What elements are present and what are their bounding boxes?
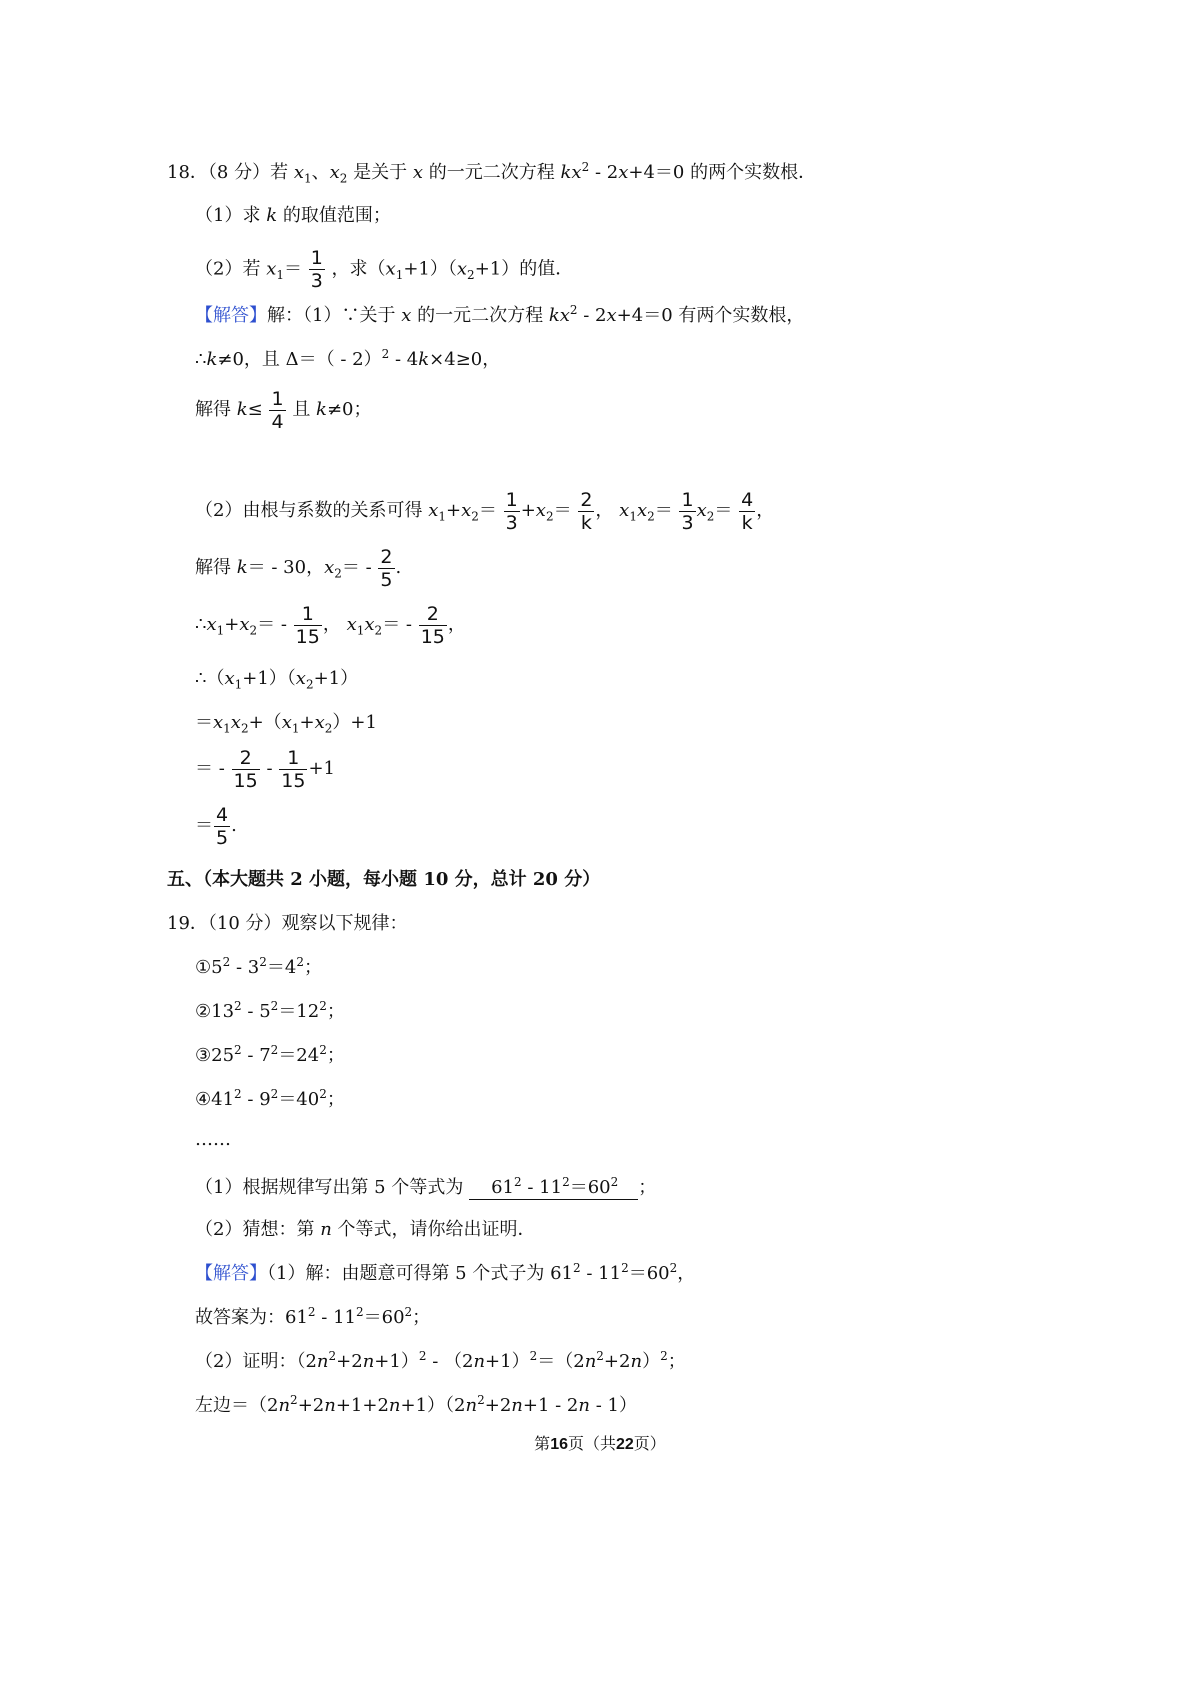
q18-stem: 18．（8 分）若 $x_1$、$x_2$ 是关于 x 的一元二次方程 $kx^2 - 2x+4=0$ 的两个实数根． <box>167 160 817 186</box>
answer-tag: 【解答】 <box>195 1263 267 1284</box>
fraction-2-5: $\frac{2}{5}$ <box>380 545 393 591</box>
q19-part2: （2）猜想：第 n 个等式，请你给出证明． <box>195 1219 536 1240</box>
fraction-1-3: $\frac{1}{3}$ <box>505 488 518 534</box>
fraction-1-15: $\frac{1}{15}$ <box>281 746 306 792</box>
sol18-line1: 【解答】解：（1）∵关于 x 的一元二次方程 $kx^2 - 2x+4=0$ 有两个实数根， <box>195 303 805 326</box>
sol19-line1: 【解答】（1）解：由题意可得第 5 个式子为 $61^2 - 11^2=60^2$， <box>195 1261 696 1284</box>
sol18-line5: 解得 k＝ - 30，$x_2=$ - $\frac{2}{5}$ . <box>195 545 402 591</box>
page-total: 22 <box>616 1436 634 1453</box>
q19-rule-3: $③25^2 - 7^2=24^2$； <box>195 1043 345 1066</box>
sol19-line4: 左边$=(2n^2+2n+1+2n+1)(2n^2+2n+1 - 2n - 1)$ <box>195 1393 637 1416</box>
sol18-line9: ＝ - $\frac{2}{15}$ - $\frac{1}{15}$ +1 <box>195 746 335 792</box>
fraction-1-4: $\frac{1}{4}$ <box>271 387 284 433</box>
q19-rule-2: $②13^2 - 5^2=12^2$； <box>195 999 345 1022</box>
sol19-line3: （2）证明：$(2n^2+2n+1)^2 - (2n+1)^2=(2n^2+2n)^2$； <box>195 1349 686 1372</box>
section-heading: 五、（本大题共 2 小题，每小题 10 分，总计 20 分） <box>167 869 601 890</box>
sol18-line3: 解得 k≤ $\frac{1}{4}$ 且 k≠0； <box>195 387 372 433</box>
sol18-line7: $\therefore(x_1+1)(x_2+1)$ <box>195 668 359 692</box>
q18-part2: （2）若 $x_1=$ $\frac{1}{3}$ ，求$(x_1+1)(x_2+1)$的值． <box>195 247 574 292</box>
q19-rule-1: $①5^2 - 3^2=4^2$； <box>195 955 322 978</box>
answer-blank: $61^2 - 11^2=60^2$ <box>469 1177 638 1200</box>
sol18-line2: ∴k≠0，且 Δ＝（ - 2）$^2$ - 4k×4≥0， <box>195 347 501 370</box>
fraction-2-15: $\frac{2}{15}$ <box>233 746 258 792</box>
fraction-4-5: $\frac{4}{5}$ <box>216 803 229 849</box>
sol19-line2: 故答案为：$61^2 - 11^2=60^2$； <box>195 1305 431 1328</box>
fraction-2-15: $\frac{2}{15}$ <box>420 602 445 648</box>
q18-part1: （1）求 k 的取值范围； <box>195 205 391 226</box>
q19-part1: （1）根据规律写出第 5 个等式为 $61^2 - 11^2=60^2$ ； <box>195 1175 657 1198</box>
fraction-2-k: $\frac{2}{k}$ <box>580 488 593 534</box>
sol18-line6: $\therefore x_1+x_2=$ - $\frac{1}{15}$ ， $x_1x_2=$ - $\frac{2}{15}$ ， <box>195 602 466 648</box>
fraction-1-15: $\frac{1}{15}$ <box>295 602 320 648</box>
page-footer: 第16页（共22页） <box>534 1436 666 1453</box>
answer-tag: 【解答】 <box>195 305 267 326</box>
sol18-line4: （2）由根与系数的关系可得 $x_1+x_2=$ $\frac{1}{3}$ $+x_2=$ $\frac{2}{k}$ ， $x_1x_2=$ $\frac{1}{3}$ $x_2=$ $\frac{4}{k}$ ， <box>195 488 775 534</box>
q19-rule-4: $④41^2 - 9^2=40^2$； <box>195 1087 345 1110</box>
sol18-line8: $=x_1x_2+(x_1+x_2)+1$ <box>195 712 377 736</box>
fraction-4-k: $\frac{4}{k}$ <box>741 488 754 534</box>
sol18-line10: ＝ $\frac{4}{5}$ . <box>195 803 237 849</box>
q19-stem: 19．（10 分）观察以下规律： <box>167 913 408 934</box>
q19-ellipsis: …… <box>195 1129 231 1150</box>
fraction-1-3: $\frac{1}{3}$ <box>681 488 694 534</box>
fraction-1-3: $\frac{1}{3}$ <box>310 247 323 292</box>
page-number: 16 <box>550 1436 568 1453</box>
